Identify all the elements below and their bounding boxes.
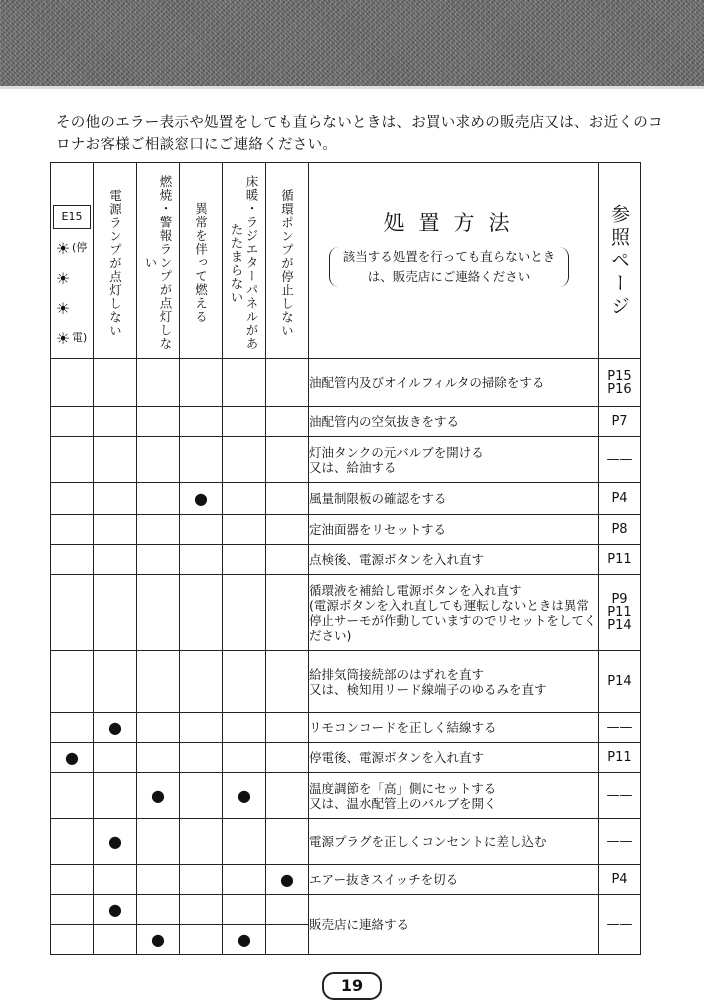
symptom-cell bbox=[180, 651, 223, 713]
symptom-cell bbox=[223, 545, 266, 575]
header-row bbox=[51, 163, 641, 359]
symptom-cell bbox=[51, 437, 94, 483]
symptom-cell bbox=[180, 773, 223, 819]
method-cell: 定油面器をリセットする bbox=[309, 515, 599, 545]
reference-cell: P4 bbox=[599, 865, 641, 895]
symptom-cell bbox=[266, 575, 309, 651]
symptom-cell bbox=[137, 713, 180, 743]
symptom-cell bbox=[137, 545, 180, 575]
lamp-blink-icon: ☀ bbox=[55, 298, 71, 318]
symptom-cell bbox=[94, 483, 137, 515]
reference-title: 参照ページ bbox=[608, 203, 630, 319]
e15-header bbox=[51, 163, 94, 359]
symptom-cell bbox=[94, 575, 137, 651]
symptom-cell bbox=[94, 437, 137, 483]
symptom-cell bbox=[180, 407, 223, 437]
symptom-cell bbox=[266, 483, 309, 515]
e15-label: E15 bbox=[53, 205, 91, 229]
symptom-cell bbox=[180, 743, 223, 773]
symptom-cell bbox=[223, 407, 266, 437]
symptom-label: 異常を伴って燃える bbox=[193, 202, 209, 324]
method-cell: 温度調節を「高」側にセットする 又は、温水配管上のバルブを開く bbox=[309, 773, 599, 819]
symptom-cell bbox=[94, 359, 137, 407]
symptom-cell bbox=[51, 819, 94, 865]
symptom-cell bbox=[137, 437, 180, 483]
symptom-header bbox=[266, 163, 309, 359]
table-row bbox=[51, 819, 641, 865]
reference-cell: P15 P16 bbox=[599, 359, 641, 407]
method-cell: 油配管内の空気抜きをする bbox=[309, 407, 599, 437]
lamp-note-bottom: 電) bbox=[72, 331, 88, 344]
symptom-cell bbox=[266, 407, 309, 437]
symptom-label: 循環ポンプが停止しない bbox=[279, 188, 295, 338]
reference-cell: —— bbox=[599, 713, 641, 743]
symptom-cell bbox=[51, 865, 94, 895]
table-row bbox=[51, 437, 641, 483]
dot-marker: ● bbox=[108, 900, 122, 919]
symptom-cell bbox=[266, 925, 309, 955]
method-cell: 風量制限板の確認をする bbox=[309, 483, 599, 515]
reference-cell: —— bbox=[599, 773, 641, 819]
symptom-cell bbox=[94, 651, 137, 713]
symptom-cell bbox=[180, 359, 223, 407]
reference-cell: P11 bbox=[599, 545, 641, 575]
symptom-cell bbox=[137, 483, 180, 515]
dot-marker: ● bbox=[108, 718, 122, 737]
symptom-header bbox=[180, 163, 223, 359]
symptom-cell bbox=[137, 359, 180, 407]
troubleshooting-table bbox=[50, 162, 641, 955]
symptom-cell bbox=[266, 437, 309, 483]
symptom-cell bbox=[266, 359, 309, 407]
symptom-cell bbox=[51, 575, 94, 651]
symptom-cell bbox=[266, 515, 309, 545]
table-row bbox=[51, 773, 641, 819]
symptom-cell bbox=[266, 773, 309, 819]
symptom-cell bbox=[223, 819, 266, 865]
symptom-cell bbox=[266, 713, 309, 743]
symptom-cell bbox=[94, 545, 137, 575]
symptom-cell bbox=[180, 483, 223, 515]
symptom-cell bbox=[137, 651, 180, 713]
method-cell: 販売店に連絡する bbox=[309, 895, 599, 955]
symptom-label: 床暖・ラジエターパネルがあたたまらない bbox=[229, 175, 259, 351]
page-number: 19 bbox=[322, 972, 382, 1000]
symptom-cell bbox=[266, 895, 309, 925]
symptom-cell bbox=[51, 483, 94, 515]
table-row bbox=[51, 651, 641, 713]
reference-cell: P8 bbox=[599, 515, 641, 545]
symptom-cell bbox=[137, 819, 180, 865]
symptom-cell bbox=[266, 545, 309, 575]
reference-cell: P7 bbox=[599, 407, 641, 437]
table-row bbox=[51, 713, 641, 743]
table-row bbox=[51, 545, 641, 575]
symptom-cell bbox=[223, 895, 266, 925]
method-cell: 灯油タンクの元バルブを開ける 又は、給油する bbox=[309, 437, 599, 483]
table-row bbox=[51, 515, 641, 545]
symptom-cell bbox=[51, 359, 94, 407]
symptom-cell bbox=[223, 865, 266, 895]
lamp-note-top: (停 bbox=[72, 241, 88, 254]
symptom-cell bbox=[223, 515, 266, 545]
header-band-edge bbox=[0, 86, 704, 89]
dot-marker: ● bbox=[237, 786, 251, 805]
symptom-cell bbox=[180, 895, 223, 925]
symptom-cell bbox=[51, 895, 94, 925]
symptom-cell bbox=[137, 575, 180, 651]
reference-cell: P9 P11 P14 bbox=[599, 575, 641, 651]
reference-cell: P14 bbox=[599, 651, 641, 713]
symptom-cell bbox=[180, 925, 223, 955]
symptom-cell bbox=[137, 895, 180, 925]
symptom-cell bbox=[180, 545, 223, 575]
intro-text: その他のエラー表示や処置をしても直らないときは、お買い求めの販売店又は、お近くのコロナお客様ご相談窓口にご連絡ください。 bbox=[56, 115, 663, 153]
symptom-cell bbox=[94, 773, 137, 819]
table-row bbox=[51, 895, 641, 925]
symptom-cell bbox=[180, 515, 223, 545]
symptom-cell bbox=[223, 359, 266, 407]
symptom-cell bbox=[180, 865, 223, 895]
dot-marker: ● bbox=[108, 832, 122, 851]
method-note: 該当する処置を行っても直らないときは、販売店にご連絡ください bbox=[329, 247, 569, 287]
symptom-cell bbox=[223, 743, 266, 773]
reference-cell: —— bbox=[599, 437, 641, 483]
symptom-cell bbox=[223, 437, 266, 483]
reference-cell: P4 bbox=[599, 483, 641, 515]
symptom-cell bbox=[223, 925, 266, 955]
lamp-indicators bbox=[54, 233, 92, 353]
symptom-cell bbox=[137, 515, 180, 545]
dot-marker: ● bbox=[65, 748, 79, 767]
symptom-cell bbox=[180, 819, 223, 865]
symptom-cell bbox=[51, 515, 94, 545]
symptom-cell bbox=[180, 437, 223, 483]
reference-cell: P11 bbox=[599, 743, 641, 773]
table-row bbox=[51, 743, 641, 773]
method-cell: リモコンコードを正しく結線する bbox=[309, 713, 599, 743]
symptom-cell bbox=[266, 743, 309, 773]
dot-marker: ● bbox=[151, 786, 165, 805]
method-cell: 電源プラグを正しくコンセントに差し込む bbox=[309, 819, 599, 865]
symptom-label: 電源ランプが点灯しない bbox=[107, 188, 123, 338]
lamp-blink-icon: ☀ bbox=[55, 268, 71, 288]
symptom-cell bbox=[94, 819, 137, 865]
symptom-cell bbox=[137, 773, 180, 819]
symptom-cell bbox=[223, 773, 266, 819]
dot-marker: ● bbox=[194, 489, 208, 508]
symptom-cell bbox=[94, 743, 137, 773]
symptom-cell bbox=[180, 713, 223, 743]
method-cell: 点検後、電源ボタンを入れ直す bbox=[309, 545, 599, 575]
symptom-cell bbox=[137, 407, 180, 437]
symptom-cell bbox=[94, 895, 137, 925]
symptom-cell bbox=[94, 925, 137, 955]
method-cell: 停電後、電源ボタンを入れ直す bbox=[309, 743, 599, 773]
symptom-header bbox=[137, 163, 180, 359]
symptom-cell bbox=[51, 545, 94, 575]
symptom-cell bbox=[223, 575, 266, 651]
lamp-blink-icon: ☀ bbox=[55, 328, 71, 348]
symptom-cell bbox=[180, 575, 223, 651]
symptom-cell bbox=[94, 515, 137, 545]
symptom-cell bbox=[266, 819, 309, 865]
table-row bbox=[51, 865, 641, 895]
symptom-cell bbox=[266, 651, 309, 713]
symptom-cell bbox=[51, 651, 94, 713]
symptom-cell bbox=[51, 925, 94, 955]
table-row bbox=[51, 483, 641, 515]
method-cell: 油配管内及びオイルフィルタの掃除をする bbox=[309, 359, 599, 407]
symptom-cell bbox=[94, 713, 137, 743]
symptom-cell bbox=[51, 407, 94, 437]
symptom-cell bbox=[137, 743, 180, 773]
symptom-header bbox=[94, 163, 137, 359]
symptom-header bbox=[223, 163, 266, 359]
symptom-cell bbox=[137, 865, 180, 895]
symptom-label: 燃焼・警報ランプが点灯しない bbox=[143, 175, 173, 351]
dot-marker: ● bbox=[151, 930, 165, 949]
symptom-cell bbox=[51, 713, 94, 743]
symptom-cell bbox=[266, 865, 309, 895]
method-header bbox=[309, 163, 599, 359]
header-band bbox=[0, 0, 704, 87]
method-title: 処置方法 bbox=[383, 211, 524, 235]
method-cell: 循環液を補給し電源ボタンを入れ直す (電源ボタンを入れ直しても運転しないときは異常停止サーモが作動していますのでリセットをしてください) bbox=[309, 575, 599, 651]
symptom-cell bbox=[94, 407, 137, 437]
dot-marker: ● bbox=[280, 870, 294, 889]
reference-cell: —— bbox=[599, 895, 641, 955]
dot-marker: ● bbox=[237, 930, 251, 949]
table-row bbox=[51, 575, 641, 651]
method-cell: エアー抜きスイッチを切る bbox=[309, 865, 599, 895]
method-cell: 給排気筒接続部のはずれを直す 又は、検知用リード線端子のゆるみを直す bbox=[309, 651, 599, 713]
symptom-cell bbox=[223, 713, 266, 743]
symptom-cell bbox=[51, 773, 94, 819]
symptom-cell bbox=[137, 925, 180, 955]
symptom-cell bbox=[51, 743, 94, 773]
symptom-cell bbox=[223, 651, 266, 713]
table-row bbox=[51, 359, 641, 407]
symptom-cell bbox=[94, 865, 137, 895]
reference-header bbox=[599, 163, 641, 359]
lamp-blink-icon: ☀ bbox=[55, 238, 71, 258]
reference-cell: —— bbox=[599, 819, 641, 865]
symptom-cell bbox=[223, 483, 266, 515]
table-row bbox=[51, 407, 641, 437]
